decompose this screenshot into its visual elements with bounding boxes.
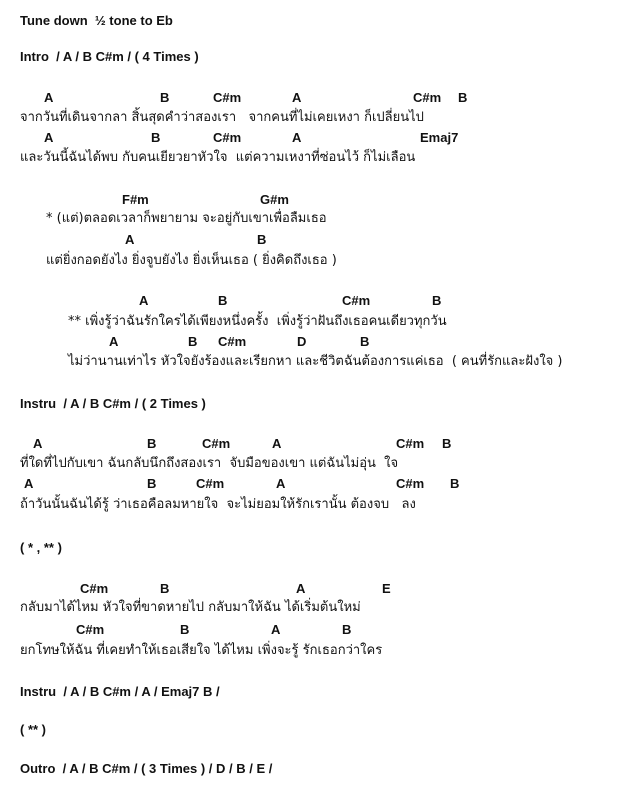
chord: B bbox=[160, 581, 170, 596]
section-heading: Outro / A / B C#m / ( 3 Times ) / D / B / E / bbox=[20, 761, 273, 776]
chord: E bbox=[382, 581, 391, 596]
lyric-line: จากวันที่เดินจากลา สิ้นสุดคำว่าสองเรา จากคนที่ไม่เคยเหงา ก็เปลี่ยนไป bbox=[20, 110, 424, 125]
chord: A bbox=[109, 334, 119, 349]
lyric-line: และวันนี้ฉันได้พบ กับคนเยียวยาหัวใจ แต่ความเหงาที่ซ่อนไว้ ก็ไม่เลือน bbox=[20, 150, 416, 165]
chord: B bbox=[147, 476, 157, 491]
chord: A bbox=[292, 90, 302, 105]
chord: C#m bbox=[213, 130, 242, 145]
chord: B bbox=[360, 334, 370, 349]
lyric-line: * (แต่)ตลอดเวลาก็พยายาม จะอยู่กับเขาเพื่อลืมเธอ bbox=[46, 211, 327, 226]
chord: A bbox=[271, 622, 281, 637]
section-heading: ( * , ** ) bbox=[20, 540, 62, 555]
chord: B bbox=[180, 622, 190, 637]
chord: F#m bbox=[122, 192, 149, 207]
lyric-line: ** เพิ่งรู้ว่าฉันรักใครได้เพียงหนึ่งครั้ง เพิ่งรู้ว่าฝันถึงเธอคนเดียวทุกวัน bbox=[68, 314, 447, 329]
lyric-line: ไม่ว่านานเท่าไร หัวใจยังร้องและเรียกหา และชีวิตฉันต้องการแค่เธอ ( คนที่รักและฝังใจ ) bbox=[68, 354, 563, 369]
chord: C#m bbox=[76, 622, 105, 637]
chord: A bbox=[33, 436, 43, 451]
chord: C#m bbox=[342, 293, 371, 308]
lyric-line: ถ้าวันนั้นฉันได้รู้ ว่าเธอคือลมหายใจ จะไม่ยอมให้รักเรานั้น ต้องจบ ลง bbox=[20, 497, 416, 512]
chord: A bbox=[292, 130, 302, 145]
section-heading: Intro / A / B C#m / ( 4 Times ) bbox=[20, 49, 199, 64]
tuning-note: Tune down ½ tone to Eb bbox=[20, 13, 173, 28]
chord: A bbox=[276, 476, 286, 491]
chord: A bbox=[24, 476, 34, 491]
chord: G#m bbox=[260, 192, 289, 207]
chord: B bbox=[188, 334, 198, 349]
chord: C#m bbox=[80, 581, 109, 596]
chord: B bbox=[147, 436, 157, 451]
chord: A bbox=[296, 581, 306, 596]
section-heading: Instru / A / B C#m / A / Emaj7 B / bbox=[20, 684, 220, 699]
chord: C#m bbox=[396, 436, 425, 451]
chord: B bbox=[458, 90, 468, 105]
lyric-line: กลับมาได้ไหม หัวใจที่ขาดหายไป กลับมาให้ฉัน ได้เริ่มต้นใหม่ bbox=[20, 600, 361, 615]
chord: D bbox=[297, 334, 307, 349]
chord: B bbox=[151, 130, 161, 145]
section-heading: Instru / A / B C#m / ( 2 Times ) bbox=[20, 396, 206, 411]
lyric-line: ที่ใดที่ไปกับเขา ฉันกลับนึกถึงสองเรา จับมือของเขา แต่ฉันไม่อุ่น ใจ bbox=[20, 456, 399, 471]
chord: B bbox=[218, 293, 228, 308]
chord: B bbox=[442, 436, 452, 451]
chord: B bbox=[432, 293, 442, 308]
chord: C#m bbox=[413, 90, 442, 105]
chord: C#m bbox=[202, 436, 231, 451]
chord: C#m bbox=[213, 90, 242, 105]
chord: B bbox=[342, 622, 352, 637]
chord: C#m bbox=[196, 476, 225, 491]
chord: Emaj7 bbox=[420, 130, 459, 145]
chord: B bbox=[257, 232, 267, 247]
chord: A bbox=[44, 130, 54, 145]
chord: A bbox=[139, 293, 149, 308]
chord: B bbox=[160, 90, 170, 105]
chord: A bbox=[44, 90, 54, 105]
chord: C#m bbox=[218, 334, 247, 349]
chord: A bbox=[125, 232, 135, 247]
lyric-line: แต่ยิ่งกอดยังไง ยิ่งจูบยังไง ยิ่งเห็นเธอ ( ยิ่งคิดถึงเธอ ) bbox=[46, 253, 337, 268]
section-heading: ( ** ) bbox=[20, 722, 46, 737]
chord: C#m bbox=[396, 476, 425, 491]
chord: B bbox=[450, 476, 460, 491]
chord: A bbox=[272, 436, 282, 451]
lyric-line: ยกโทษให้ฉัน ที่เคยทำให้เธอเสียใจ ได้ไหม เพิ่งจะรู้ รักเธอกว่าใคร bbox=[20, 643, 383, 658]
